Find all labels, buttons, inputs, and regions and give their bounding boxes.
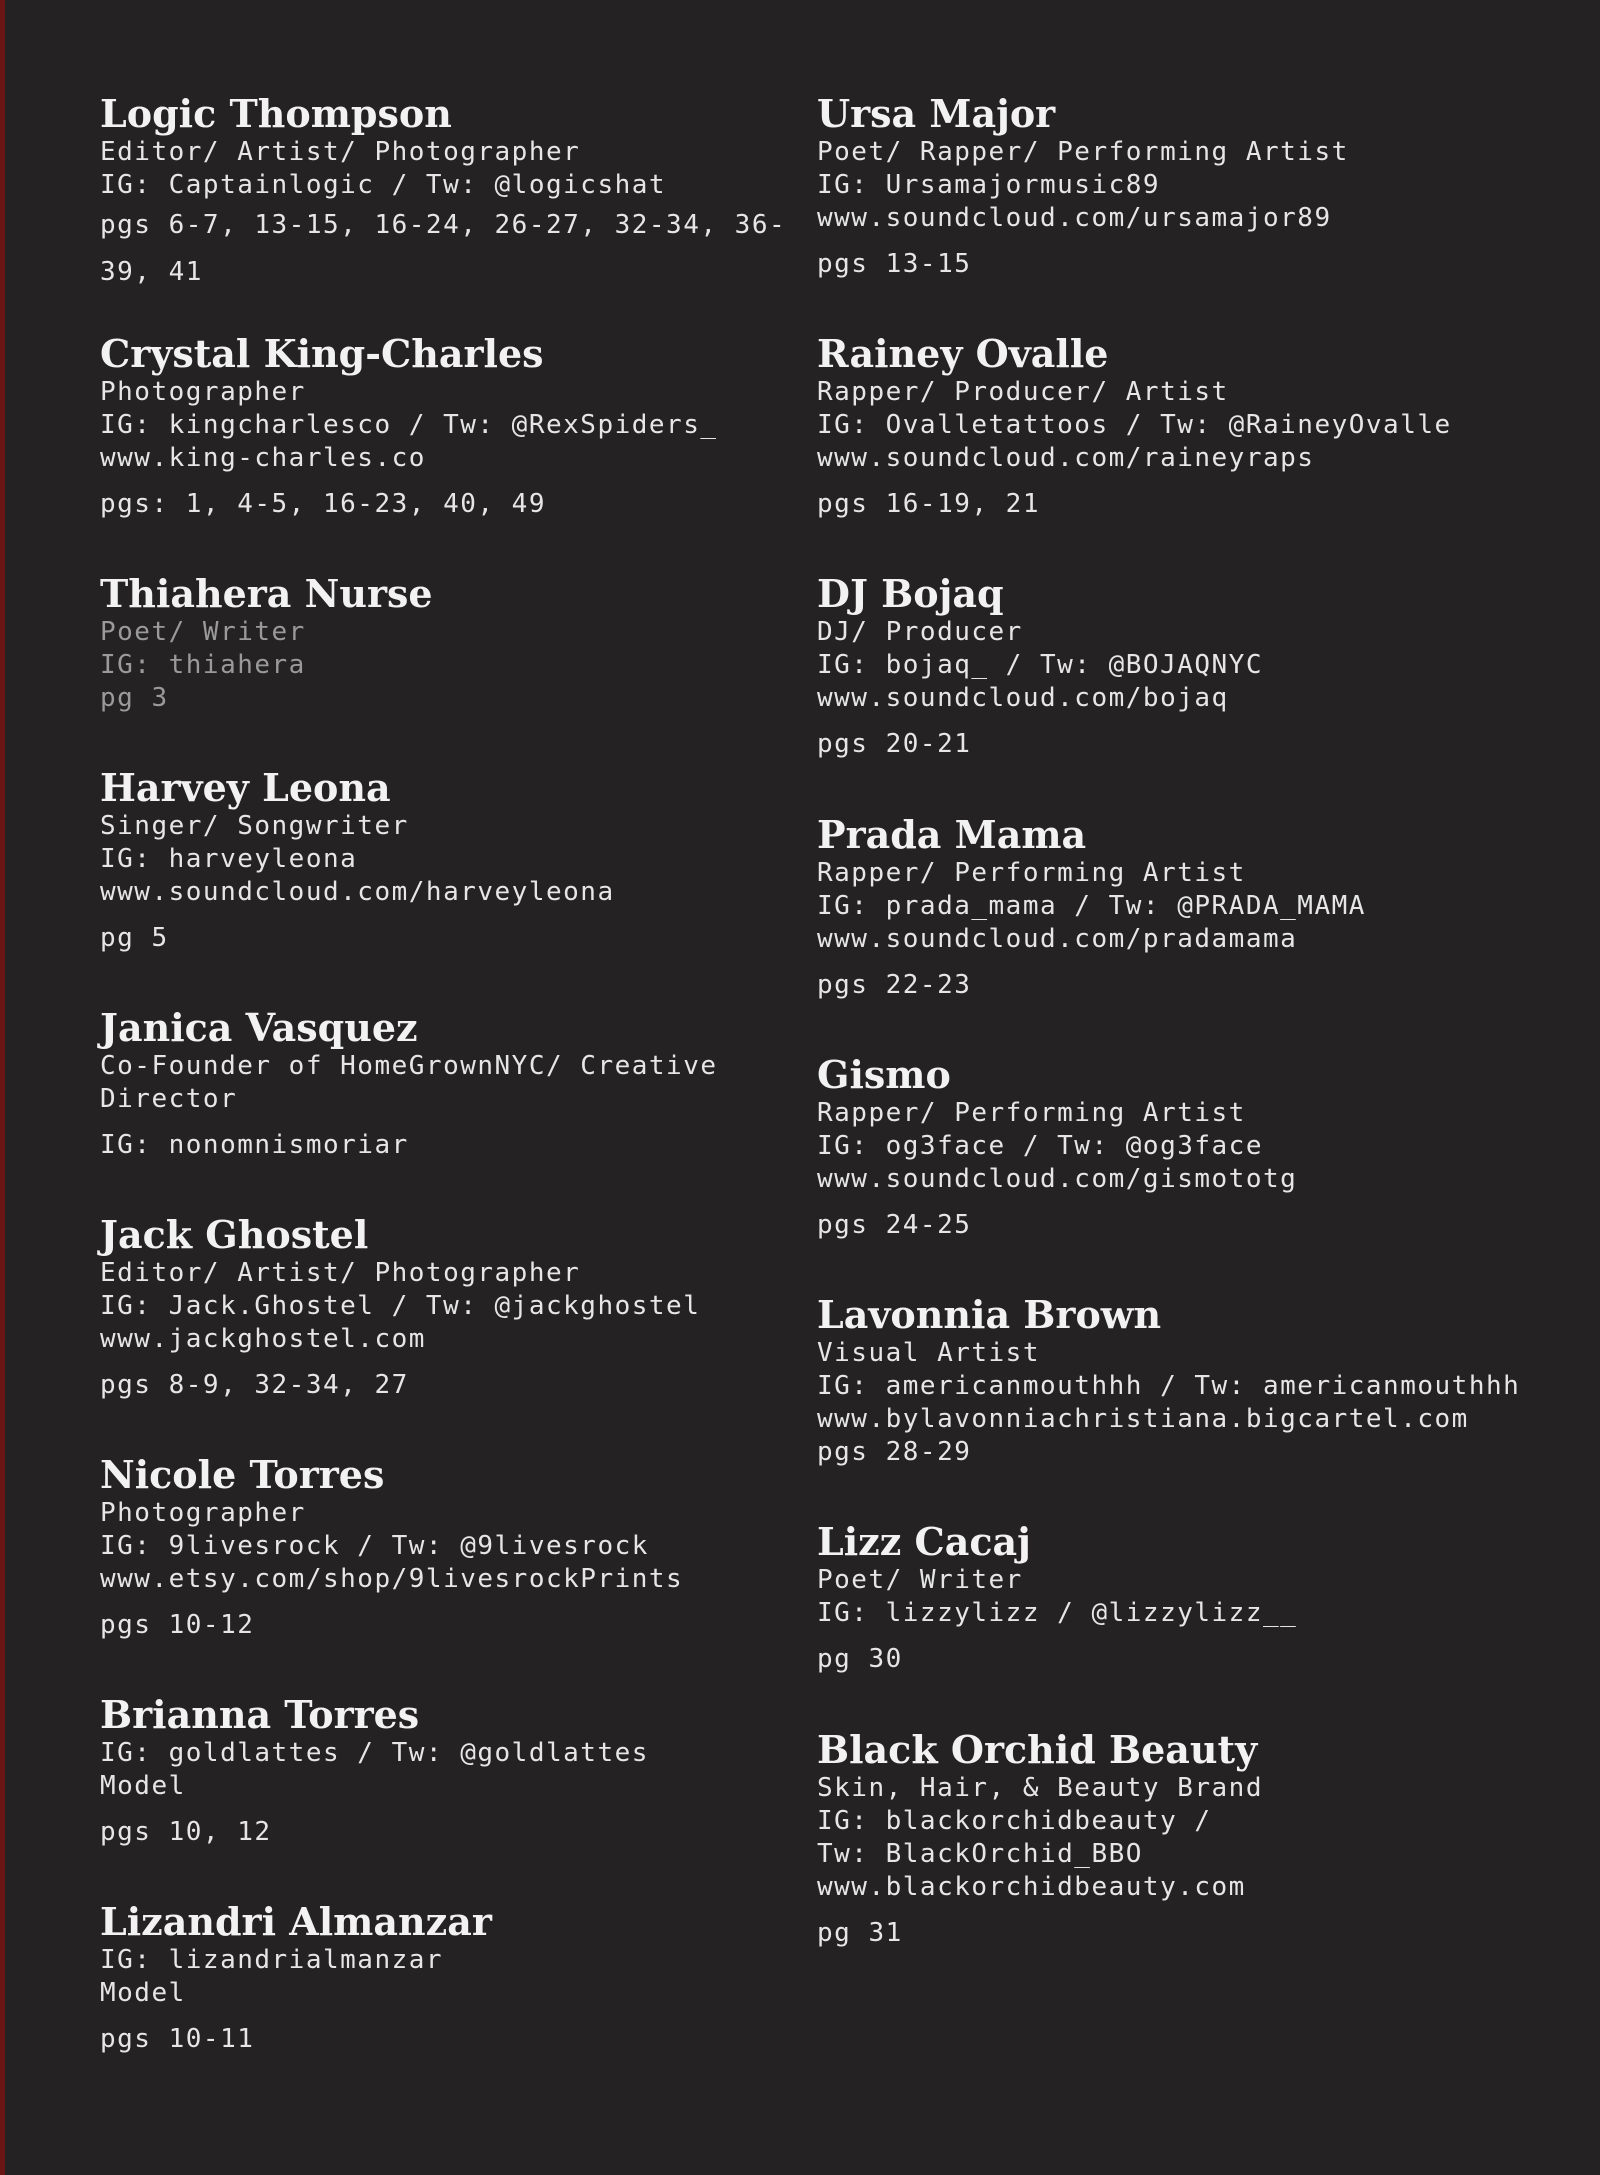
contributor-entry (817, 332, 1577, 521)
contributor-social: IG: nonomnismoriar (100, 1130, 409, 1160)
contributor-social: IG: americanmouthhh / Tw: americanmouthhh (817, 1371, 1521, 1401)
contributor-pages: pgs 10-12 (100, 1610, 255, 1640)
contributor-name: Lavonnia Brown (817, 1292, 1162, 1337)
contributor-role: Rapper/ Producer/ Artist (817, 377, 1229, 407)
contributor-social: IG: blackorchidbeauty / (817, 1806, 1212, 1836)
contributor-pages: pgs 16-19, 21 (817, 489, 1040, 519)
contributor-social: IG: goldlattes / Tw: @goldlattes (100, 1738, 649, 1768)
contributor-social: IG: 9livesrock / Tw: @9livesrock (100, 1531, 649, 1561)
contributor-name: Nicole Torres (100, 1452, 385, 1497)
contributor-role: Photographer (100, 1498, 306, 1528)
contributor-website: www.soundcloud.com/harveyleona (100, 877, 615, 907)
contributor-name: Black Orchid Beauty (817, 1727, 1258, 1772)
contributor-name: Harvey Leona (100, 765, 391, 810)
contributor-entry (817, 1520, 1577, 1676)
left-edge-stripe (0, 0, 5, 2175)
contributor-social: IG: og3face / Tw: @og3face (817, 1131, 1263, 1161)
contributor-social: IG: thiahera (100, 650, 306, 680)
contributor-entry (817, 813, 1577, 1002)
contributor-role: Poet/ Writer (100, 617, 306, 647)
contributor-social: IG: Captainlogic / Tw: @logicshat (100, 170, 667, 200)
contributor-name: Jack Ghostel (100, 1212, 369, 1257)
contributor-entry (817, 1053, 1577, 1242)
contributor-social: IG: Ovalletattoos / Tw: @RaineyOvalle (817, 410, 1452, 440)
contributor-name: Janica Vasquez (100, 1005, 418, 1050)
contributor-pages: pgs 8-9, 32-34, 27 (100, 1370, 409, 1400)
contributor-name: Logic Thompson (100, 91, 452, 136)
contributor-social: IG: harveyleona (100, 844, 358, 874)
contributor-name: Lizandri Almanzar (100, 1899, 492, 1944)
contributor-entry (817, 572, 1577, 761)
contributor-name: Brianna Torres (100, 1692, 420, 1737)
contributor-social-twitter: Tw: BlackOrchid_BBO (817, 1839, 1143, 1869)
contributor-website: www.soundcloud.com/pradamama (817, 924, 1298, 954)
contributor-pages: pg 5 (100, 923, 169, 953)
contributor-pages: pg 3 (100, 683, 169, 713)
contributor-role: Singer/ Songwriter (100, 811, 409, 841)
contributor-name: Gismo (817, 1052, 951, 1097)
contributor-pages: pg 30 (817, 1644, 903, 1674)
contributor-website: www.king-charles.co (100, 443, 426, 473)
contributor-role: Rapper/ Performing Artist (817, 1098, 1246, 1128)
contributor-entry (100, 1213, 800, 1402)
contributor-entry (100, 1006, 800, 1162)
contributor-social: IG: Jack.Ghostel / Tw: @jackghostel (100, 1291, 701, 1321)
contributor-role: Model (100, 1771, 186, 1801)
contributor-website: www.soundcloud.com/ursamajor89 (817, 203, 1332, 233)
contributor-website: www.soundcloud.com/bojaq (817, 683, 1229, 713)
contributor-pages: pgs: 1, 4-5, 16-23, 40, 49 (100, 489, 546, 519)
contributor-social: IG: lizzylizz / @lizzylizz__ (817, 1598, 1298, 1628)
contributor-role: Poet/ Rapper/ Performing Artist (817, 137, 1349, 167)
contributor-pages: pgs 13-15 (817, 249, 972, 279)
contributor-pages: pg 31 (817, 1918, 903, 1948)
contributor-role: Poet/ Writer (817, 1565, 1023, 1595)
contributor-entry (100, 1693, 800, 1849)
contributor-pages: pgs 28-29 (817, 1437, 972, 1467)
contributor-pages: pgs 10, 12 (100, 1817, 272, 1847)
contributor-role: Editor/ Artist/ Photographer (100, 1258, 581, 1288)
contributor-website: www.jackghostel.com (100, 1324, 426, 1354)
contributor-entry (817, 92, 1577, 281)
contributor-pages: pgs 6-7, 13-15, 16-24, 26-27, 32-34, 36-39, 41 (100, 210, 787, 287)
contributor-website: www.soundcloud.com/raineyraps (817, 443, 1315, 473)
contributor-entry (100, 572, 800, 715)
contributor-role: Skin, Hair, & Beauty Brand (817, 1773, 1263, 1803)
contributor-entry (817, 1293, 1577, 1469)
contributor-role: Co-Founder of HomeGrownNYC/ Creative (100, 1051, 718, 1081)
contributor-name: Thiahera Nurse (100, 571, 433, 616)
contributor-name: DJ Bojaq (817, 571, 1004, 616)
contributor-role: Rapper/ Performing Artist (817, 858, 1246, 888)
contributor-social: IG: prada_mama / Tw: @PRADA_MAMA (817, 891, 1366, 921)
contributor-role: Photographer (100, 377, 306, 407)
contributor-social: IG: bojaq_ / Tw: @BOJAQNYC (817, 650, 1263, 680)
contributor-role-continued: Director (100, 1084, 238, 1114)
contributor-entry (100, 766, 800, 955)
contributor-name: Lizz Cacaj (817, 1519, 1031, 1564)
contributor-name: Rainey Ovalle (817, 331, 1109, 376)
contributor-role: Visual Artist (817, 1338, 1040, 1368)
contributor-website: www.etsy.com/shop/9livesrockPrints (100, 1564, 684, 1594)
contributor-pages: pgs 22-23 (817, 970, 972, 1000)
contributor-website: www.blackorchidbeauty.com (817, 1872, 1246, 1902)
contributor-pages: pgs 10-11 (100, 2024, 255, 2054)
contributor-role: Model (100, 1978, 186, 2008)
contributor-entry (100, 1900, 800, 2056)
contributor-entry (100, 92, 800, 296)
contributor-name: Crystal King-Charles (100, 331, 544, 376)
contributor-entry (817, 1728, 1577, 1950)
contributor-social: IG: lizandrialmanzar (100, 1945, 444, 1975)
contributor-entry (100, 1453, 800, 1642)
contributor-pages: pgs 24-25 (817, 1210, 972, 1240)
contributor-entry (100, 332, 800, 521)
contributor-social: IG: kingcharlesco / Tw: @RexSpiders_ (100, 410, 718, 440)
contributor-website: www.bylavonniachristiana.bigcartel.com (817, 1404, 1469, 1434)
contributor-name: Prada Mama (817, 812, 1087, 857)
contributor-social: IG: Ursamajormusic89 (817, 170, 1161, 200)
contributor-website: www.soundcloud.com/gismototg (817, 1164, 1298, 1194)
contributor-pages: pgs 20-21 (817, 729, 972, 759)
contributor-role: DJ/ Producer (817, 617, 1023, 647)
contributor-name: Ursa Major (817, 91, 1056, 136)
contributor-role: Editor/ Artist/ Photographer (100, 137, 581, 167)
